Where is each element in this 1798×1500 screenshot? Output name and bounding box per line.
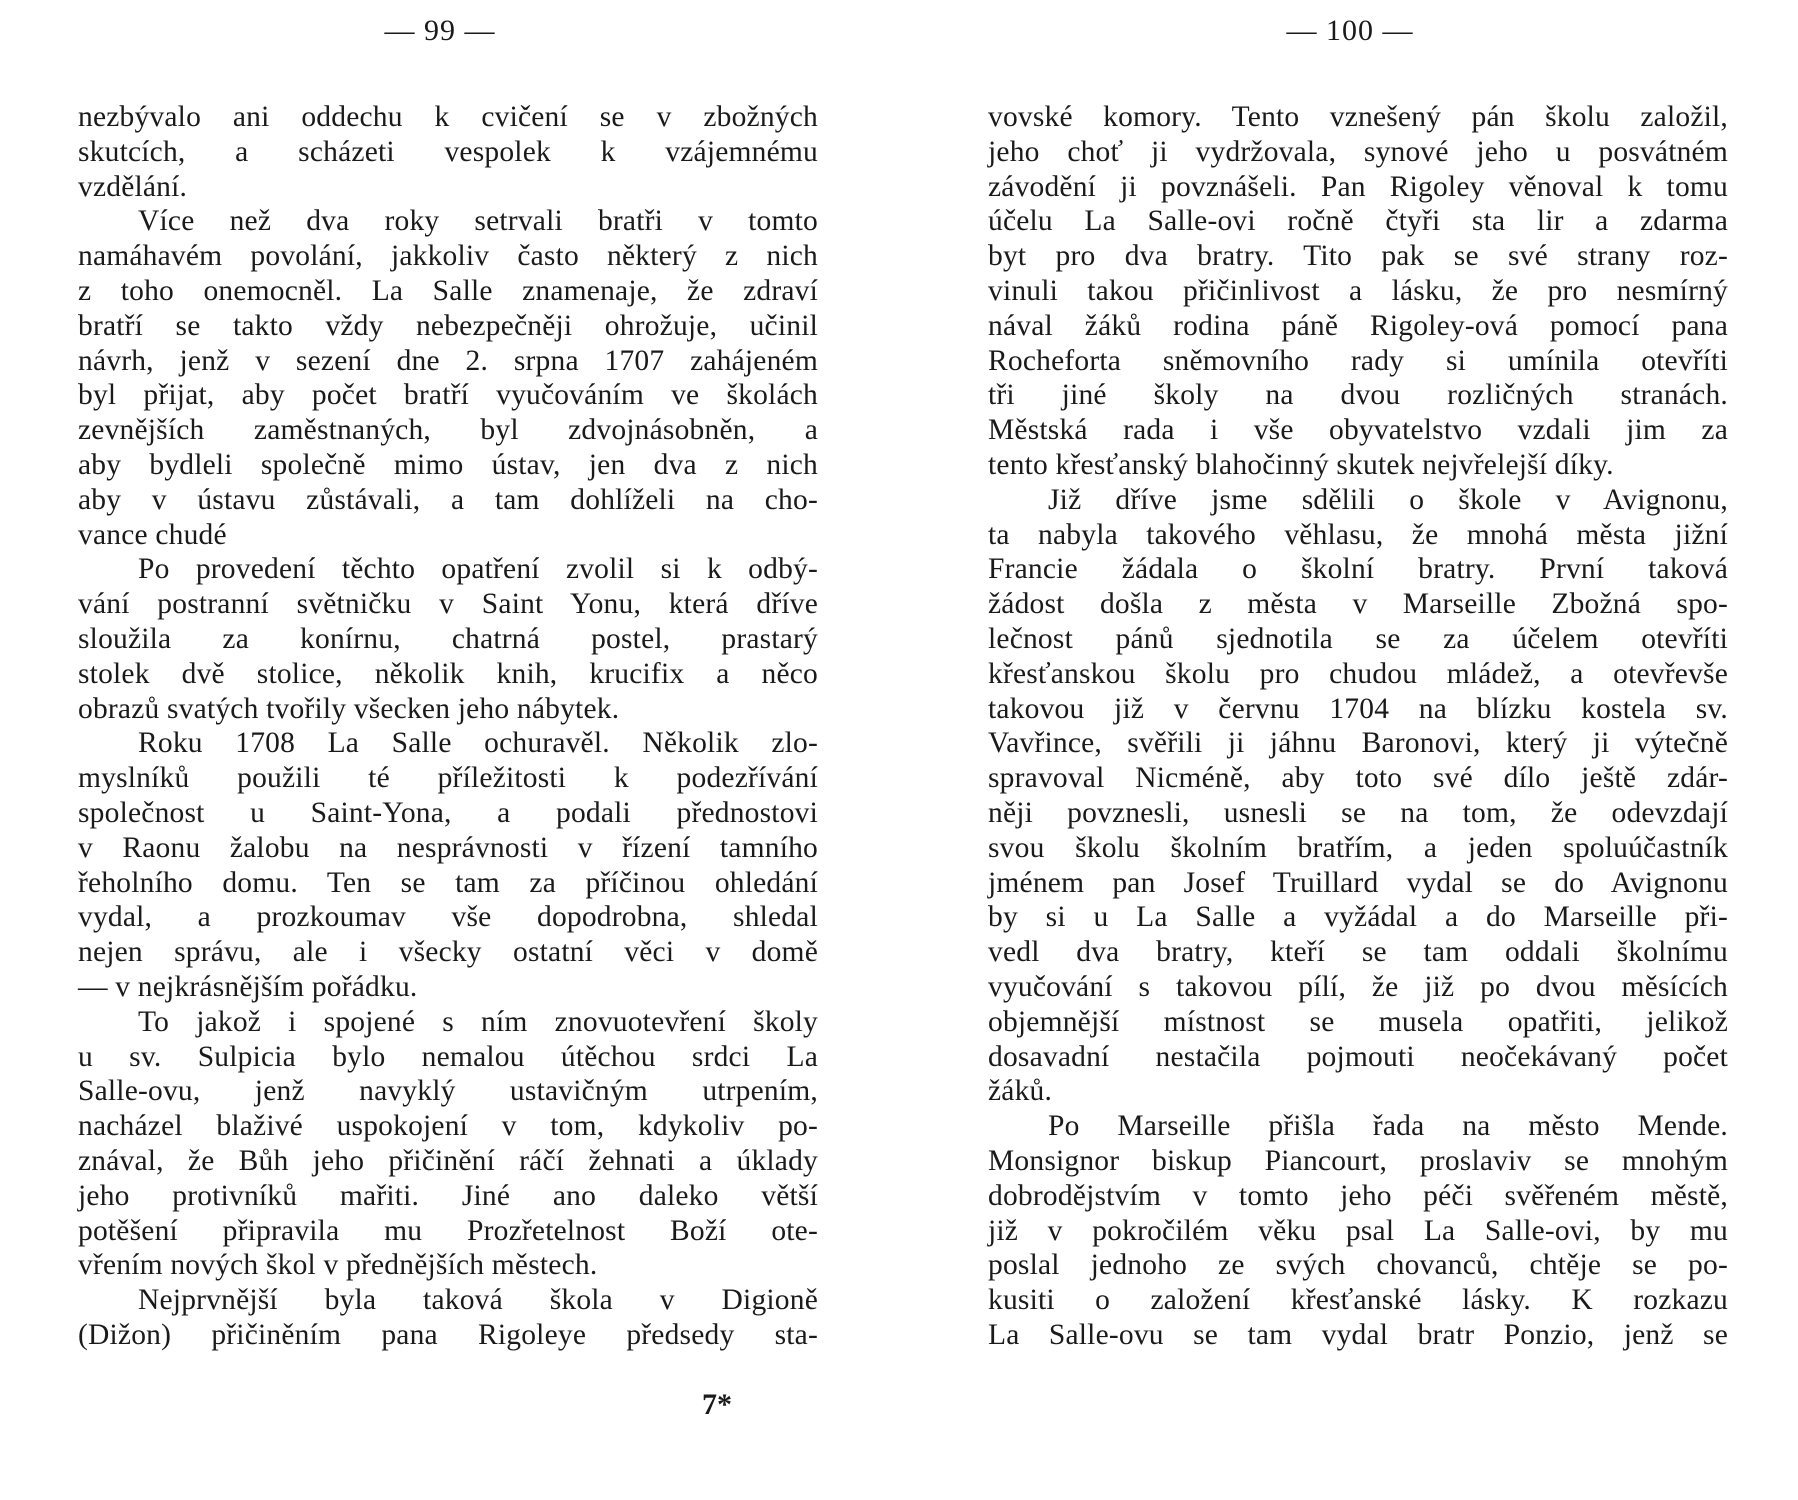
text-line: jménem pan Josef Truillard vydal se do Avignonu <box>988 866 1728 899</box>
page-text <box>988 100 1728 1353</box>
text-line: — v nejkrásnějším pořádku. <box>78 970 418 1003</box>
text-line: obrazů svatých tvořily všecken jeho nábytek. <box>78 692 620 725</box>
text-line: vedl dva bratry, kteří se tam oddali školnímu <box>988 936 1728 969</box>
text-line: spravoval Nicméně, aby toto své dílo ještě zdár- <box>988 762 1728 795</box>
text-line: myslníků použili té příležitosti k podezřívání <box>78 762 818 795</box>
text-line: kusiti o založení křesťanské lásky. K rozkazu <box>988 1284 1728 1317</box>
text-line: jeho choť ji vydržovala, synové jeho u posvátném <box>988 135 1728 168</box>
text-line: nezbývalo ani oddechu k cvičení se v zbožných <box>78 101 818 133</box>
signature-mark: 7* <box>702 1388 732 1421</box>
text-line: Salle-ovu, jenž navyklý ustavičným utrpením, <box>78 1075 818 1108</box>
text-line: žádost došla z města v Marseille Zbožná spo- <box>988 588 1728 621</box>
text-line: nával žáků rodina páně Rigoley-ová pomocí pana <box>988 309 1728 342</box>
text-line: vzdělání. <box>78 170 188 203</box>
text-line: namáhavém povolání, jakkoliv často některý z nich <box>78 240 818 273</box>
text-line: vání postranní světničku v Saint Yonu, která dříve <box>78 588 818 621</box>
page-number: — 100 — <box>1286 14 1414 47</box>
text-line: dosavadní nestačila pojmouti neočekávaný počet <box>988 1040 1728 1073</box>
text-line: To jakož i spojené s ním znovuotevření školy <box>138 1005 818 1038</box>
text-line: Monsignor biskup Piancourt, proslaviv se mnohým <box>988 1144 1728 1177</box>
page-number: — 99 — <box>384 14 496 47</box>
text-line: tři jiné školy na dvou rozličných stranách. <box>988 379 1728 412</box>
text-line: Již dříve jsme sdělili o škole v Avignonu, <box>1048 483 1728 516</box>
text-line: křesťanskou školu pro chudou mládež, a otevřevše <box>988 657 1728 690</box>
text-line: poslal jednoho ze svých chovanců, chtěje se po- <box>988 1249 1728 1282</box>
text-line: Více než dva roky setrvali bratři v tomto <box>138 205 818 238</box>
text-line: Roku 1708 La Salle ochuravěl. Několik zlo- <box>138 727 818 760</box>
text-line: sloužila za konírnu, chatrná postel, prastarý <box>78 622 818 655</box>
text-line: něji povznesli, usnesli se na tom, že odevzdají <box>988 796 1728 829</box>
text-line: tento křesťanský blahočinný skutek nejvřelejší díky. <box>988 448 1614 481</box>
text-line: Nejprvnější byla taková škola v Digioně <box>138 1284 818 1317</box>
text-line: Po Marseille přišla řada na město Mende. <box>1048 1110 1728 1143</box>
text-line: ta nabyla takového věhlasu, že mnohá města jižní <box>988 518 1728 551</box>
text-line: žáků. <box>988 1075 1053 1108</box>
text-line: společnost u Saint-Yona, a podali přednostovi <box>78 796 818 829</box>
text-line: jeho protivníků mařiti. Jiné ano daleko větší <box>78 1179 818 1212</box>
text-line: vřením nových škol v přednějších městech. <box>78 1249 598 1282</box>
text-line: objemnější místnost se musela opatřiti, jelikož <box>988 1005 1728 1038</box>
text-line: nejen správu, ale i všecky ostatní věci v domě <box>78 936 818 969</box>
text-line: vyučování s takovou pílí, že již po dvou měsících <box>988 970 1728 1003</box>
text-line: návrh, jenž v sezení dne 2. srpna 1707 zahájeném <box>78 344 818 377</box>
text-line: vydal, a prozkoumav vše dopodrobna, shledal <box>78 901 818 934</box>
text-line: dobrodějstvím v tomto jeho péči svěřeném městě, <box>988 1179 1728 1212</box>
text-line: účelu La Salle-ovi ročně čtyři sta lir a zdarma <box>988 205 1728 238</box>
text-line: byl přijat, aby počet bratří vyučováním ve školách <box>78 379 818 412</box>
text-line: již v pokročilém věku psal La Salle-ovi, by mu <box>988 1214 1728 1247</box>
text-line: vovské komory. Tento vznešený pán školu založil, <box>988 101 1728 133</box>
text-line: u sv. Sulpicia bylo nemalou útěchou srdci La <box>78 1040 818 1073</box>
text-line: La Salle-ovu se tam vydal bratr Ponzio, jenž se <box>988 1318 1728 1351</box>
text-line: Po provedení těchto opatření zvolil si k odbý- <box>138 553 818 586</box>
text-line: z toho onemocněl. La Salle znamenaje, že zdraví <box>78 274 818 307</box>
text-line: bratří se takto vždy nebezpečněji ohrožuje, učinil <box>78 309 818 342</box>
text-line: zevnějších zaměstnaných, byl zdvojnásobněn, a <box>78 414 818 447</box>
text-line: Vavřince, svěřili ji jáhnu Baronovi, který ji výtečně <box>988 727 1728 760</box>
text-line: skutcích, a scházeti vespolek k vzájemnému <box>78 135 818 168</box>
page-text <box>78 100 818 1353</box>
text-line: vance chudé <box>78 518 227 551</box>
text-line: by si u La Salle a vyžádal a do Marseille při- <box>988 901 1728 934</box>
text-line: (Dižon) přičiněním pana Rigoleye předsedy sta- <box>78 1318 818 1351</box>
text-line: v Raonu žalobu na nesprávnosti v řízení tamního <box>78 831 818 864</box>
text-line: řeholního domu. Ten se tam za příčinou ohledání <box>78 866 818 899</box>
text-line: aby v ústavu zůstávali, a tam dohlíželi na cho- <box>78 483 818 516</box>
text-line: znával, že Bůh jeho přičinění ráčí žehnati a úklady <box>78 1144 818 1177</box>
text-line: byt pro dva bratry. Tito pak se své strany roz- <box>988 240 1728 273</box>
text-line: vinuli takou přičinlivost a lásku, že pro nesmírný <box>988 274 1728 307</box>
text-line: závodění ji povznášeli. Pan Rigoley věnoval k tomu <box>988 170 1728 203</box>
text-line: takovou již v červnu 1704 na blízku kostela sv. <box>988 692 1728 725</box>
text-line: Rocheforta sněmovního rady si umínila otevříti <box>988 344 1728 377</box>
text-line: Městská rada i vše obyvatelstvo vzdali jim za <box>988 414 1728 447</box>
text-line: lečnost pánů sjednotila se za účelem otevříti <box>988 622 1728 655</box>
text-line: potěšení připravila mu Prozřetelnost Boží ote- <box>78 1214 818 1247</box>
text-line: svou školu školním bratřím, a jeden spoluúčastník <box>988 831 1728 864</box>
text-line: Francie žádala o školní bratry. První taková <box>988 553 1728 586</box>
text-line: aby bydleli společně mimo ústav, jen dva z nich <box>78 448 818 481</box>
text-line: stolek dvě stolice, několik knih, krucifix a něco <box>78 657 818 690</box>
text-line: nacházel blaživé uspokojení v tom, kdykoliv po- <box>78 1110 818 1143</box>
